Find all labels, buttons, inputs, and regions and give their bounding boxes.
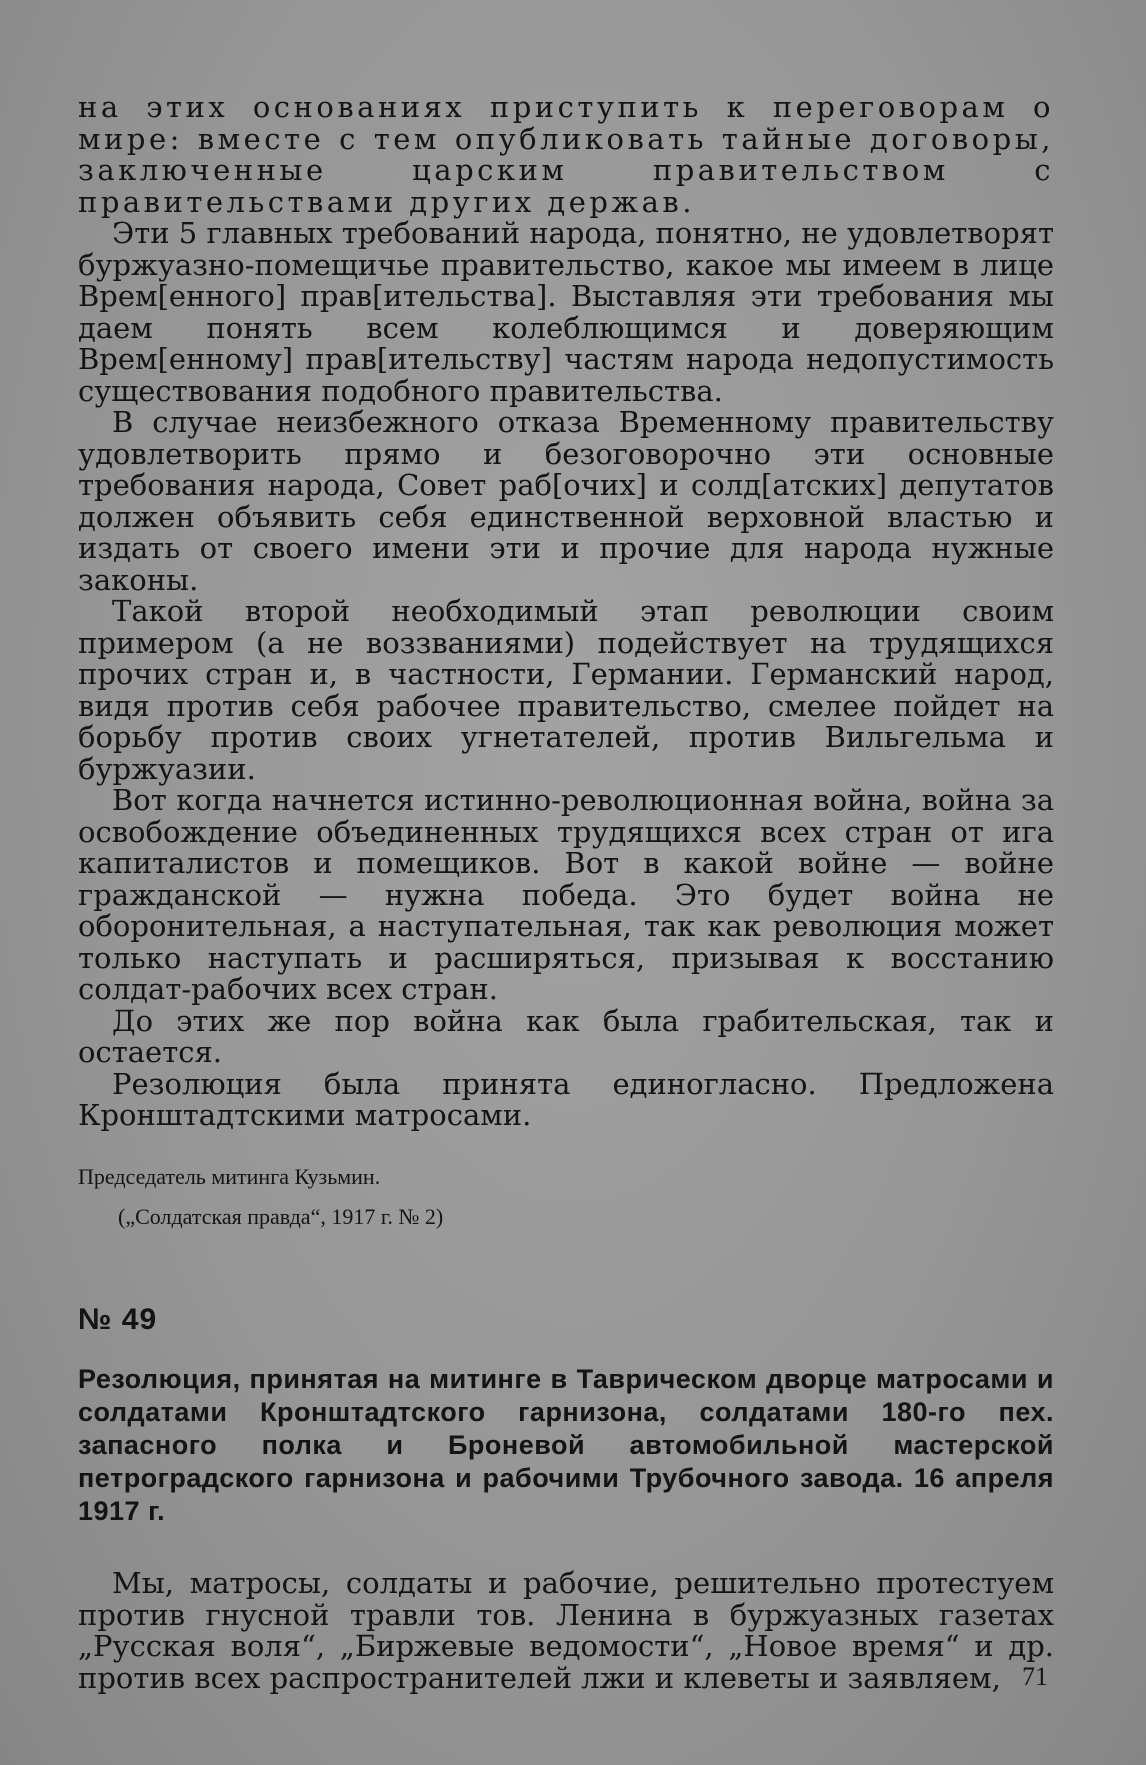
page-text xyxy=(78,92,1054,1694)
paragraph-until-then: До этих же пор война как была грабительская, так и остается. xyxy=(78,1003,1054,1069)
page-number: 71 xyxy=(1022,1662,1048,1691)
paragraph-protest: Мы, матросы, солдаты и рабочие, решительно протестуем против гнусной травли тов. Ленина в буржуазных газетах „Русская воля“, „Биржевые ведомости“, „Новое время“ и др. против всех распространителей лжи и клеветы и заявляем, xyxy=(78,1566,1054,1695)
signature: Председатель митинга Кузьмин. xyxy=(78,1163,381,1189)
paragraph-continuation: на этих основаниях приступить к переговорам о мире: вместе с тем опубликовать тайные договоры, заключенные царским правительством с правительствами других держав. xyxy=(78,90,1054,219)
source-citation: („Солдатская правда“, 1917 г. № 2) xyxy=(118,1203,444,1229)
paragraph-refusal: В случае неизбежного отказа Временному правительству удовлетворить прямо и безоговорочно эти основные требования народа, Совет раб[очих] и солд[атских] депутатов должен объявить себя единственной верховной властью и издать от своего имени эти и прочие для народа нужные законы. xyxy=(78,405,1054,597)
paragraph-adopted: Резолюция была принята единогласно. Предложена Кронштадтскими матросами. xyxy=(78,1066,1054,1132)
document-number: № 49 xyxy=(78,1302,158,1336)
document-title: Резолюция, принятая на митинге в Таврическом дворце матросами и солдатами Кронштадтского гарнизона, солдатами 180-го пех. запасного полка и Броневой автомобильной мастерской петроградского гарнизона и рабочими Трубочного завода. 16 апреля 1917 г. xyxy=(78,1364,1054,1526)
paragraph-demands: Эти 5 главных требований народа, понятно, не удовлетворят буржуазно-помещичье правительство, какое мы имеем в лице Врем[енного] прав[ительства]. Выставляя эти требования мы даем понять всем колеблющимся и доверяющим Врем[енному] прав[ительству] частям народа недопустимость существования подобного правительства. xyxy=(78,216,1054,408)
paragraph-second-stage: Такой второй необходимый этап революции своим примером (а не воззваниями) подействует на трудящихся прочих стран и, в частности, Германии. Германский народ, видя против себя рабочее правительство, смелее пойдет на борьбу против своих угнетателей, против Вильгельма и буржуазии. xyxy=(78,594,1054,786)
paragraph-war: Вот когда начнется истинно-революционная война, война за освобождение объединенных трудящихся всех стран от ига капиталистов и помещиков. Вот в какой войне — войне гражданской — нужна победа. Это будет война не оборонительная, а наступательная, так как революция может только наступать и расширяться, призывая к восстанию солдат-рабочих всех стран. xyxy=(78,783,1054,1006)
